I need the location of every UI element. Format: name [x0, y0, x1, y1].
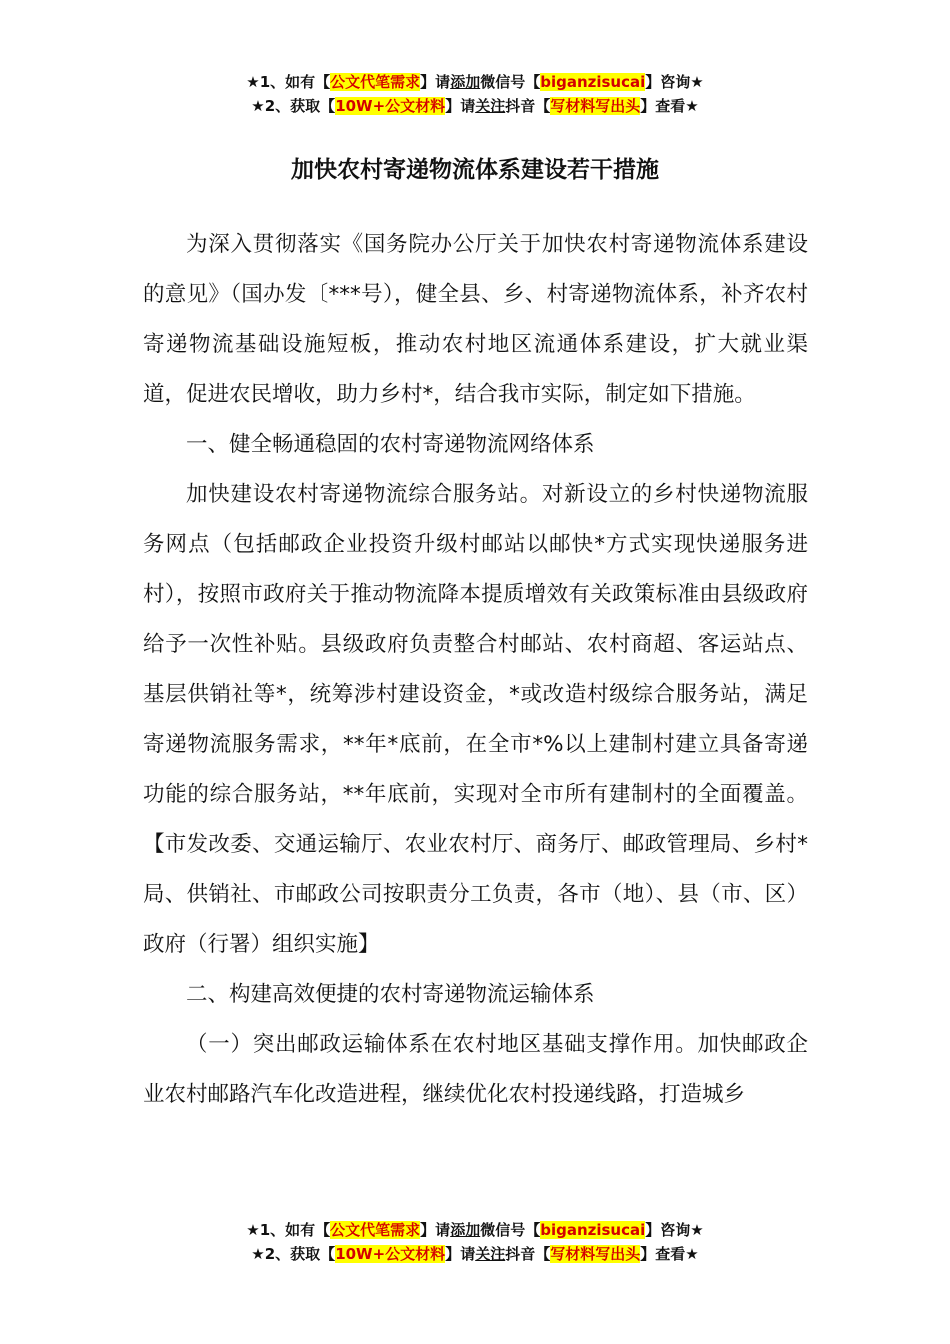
banner-text: 抖音【: [505, 97, 551, 115]
banner-emphasis: 添加: [450, 1221, 481, 1239]
banner-line-1: [0, 70, 950, 94]
document-body: [143, 220, 808, 1120]
section-heading-1: 一、健全畅通稳固的农村寄递物流网络体系: [186, 432, 595, 457]
document-title: 加快农村寄递物流体系建设若干措施: [291, 157, 659, 183]
banner-text: 】咨询★: [645, 73, 704, 91]
banner-line-2: [0, 94, 950, 118]
banner-text: 】请: [420, 73, 451, 91]
paragraph-intro: 为深入贯彻落实《国务院办公厅关于加快农村寄递物流体系建设的意见》（国办发〔***号），健全县、乡、村寄递物流体系，补齐农村寄递物流基础设施短板，推动农村地区流通体系建设，扩大就业渠道，促进农民增收，助力乡村*，结合我市实际，制定如下措施。: [143, 232, 808, 407]
banner-highlight: 10W+公文材料: [335, 97, 446, 115]
banner-text: 微信号【: [480, 73, 541, 91]
section-heading-2: 二、构建高效便捷的农村寄递物流运输体系: [186, 982, 595, 1007]
banner-emphasis: 关注: [475, 1245, 506, 1263]
banner-highlight: 公文代笔需求: [330, 1221, 421, 1239]
banner-text: ★2、获取【: [251, 1245, 336, 1263]
banner-highlight: 10W+公文材料: [335, 1245, 446, 1263]
banner-text: 】请: [445, 1245, 476, 1263]
banner-highlight: 写材料写出头: [550, 1245, 641, 1263]
banner-highlight: 写材料写出头: [550, 97, 641, 115]
banner-text: ★1、如有【: [246, 73, 331, 91]
paragraph-section-1: 加快建设农村寄递物流综合服务站。对新设立的乡村快递物流服务网点（包括邮政企业投资升级村邮站以邮快*方式实现快递服务进村），按照市政府关于推动物流降本提质增效有关政策标准由县级政府给予一次性补贴。县级政府负责整合村邮站、农村商超、客运站点、基层供销社等*，统筹涉村建设资金，*或改造村级综合服务站，满足寄递物流服务需求，**年*底前，在全市*%以上建制村建立具备寄递功能的综合服务站，**年底前，实现对全市所有建制村的全面覆盖。【市发改委、交通运输厅、农业农村厅、商务厅、邮政管理局、乡村*局、供销社、市邮政公司按职责分工负责，各市（地）、县（市、区）政府（行署）组织实施】: [143, 482, 808, 957]
banner-text: ★2、获取【: [251, 97, 336, 115]
banner-text: 】请: [445, 97, 476, 115]
bottom-banner: [0, 1218, 950, 1266]
banner-text: 】咨询★: [645, 1221, 704, 1239]
banner-line-1: [0, 1218, 950, 1242]
banner-text: 】查看★: [640, 1245, 699, 1263]
banner-text: 】查看★: [640, 97, 699, 115]
banner-text: ★1、如有【: [246, 1221, 331, 1239]
paragraph-section-2-1: （一）突出邮政运输体系在农村地区基础支撑作用。加快邮政企业农村邮路汽车化改造进程，继续优化农村投递线路，打造城乡: [143, 1032, 808, 1107]
banner-highlight: biganzisucai: [540, 1221, 646, 1239]
banner-line-2: [0, 1242, 950, 1266]
banner-text: 抖音【: [505, 1245, 551, 1263]
banner-highlight: 公文代笔需求: [330, 73, 421, 91]
top-banner: [0, 70, 950, 118]
banner-text: 】请: [420, 1221, 451, 1239]
banner-emphasis: 关注: [475, 97, 506, 115]
banner-emphasis: 添加: [450, 73, 481, 91]
banner-highlight: biganzisucai: [540, 73, 646, 91]
banner-text: 微信号【: [480, 1221, 541, 1239]
